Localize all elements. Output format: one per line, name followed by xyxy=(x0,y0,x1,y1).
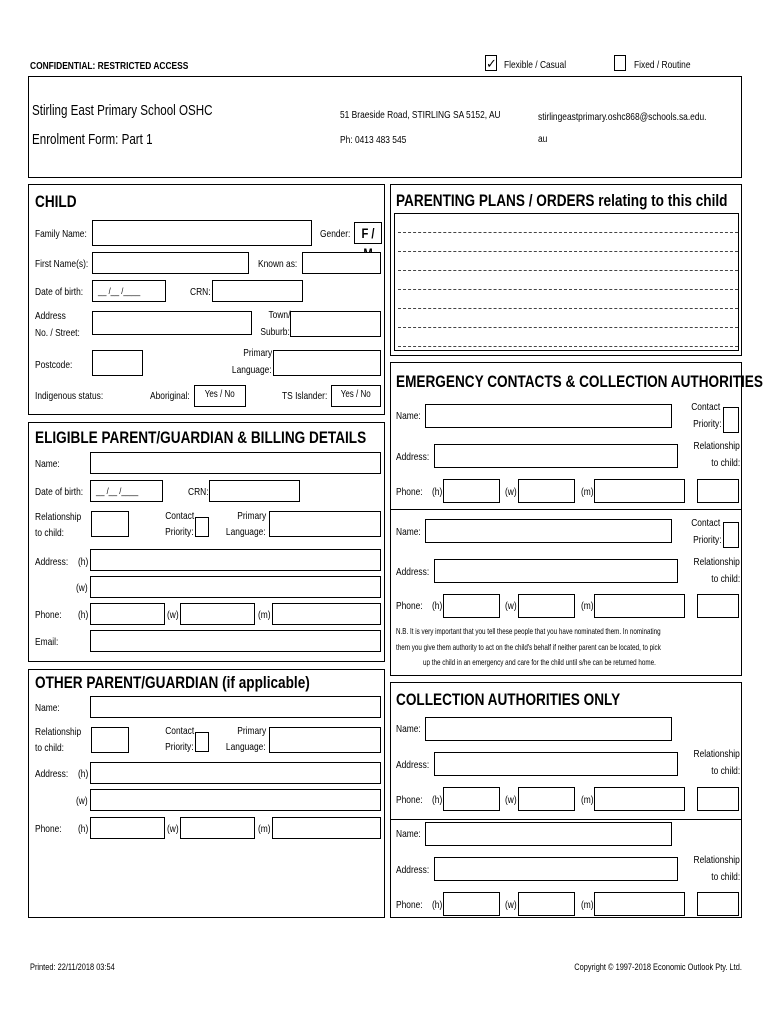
eligible-dob-placeholder: __ /__ /____ xyxy=(96,486,139,497)
other-contact-label-2: Priority: xyxy=(165,741,194,753)
ca2-phone-w-label: (w) xyxy=(505,899,517,911)
eligible-contact-priority-field[interactable] xyxy=(195,517,209,537)
copyright: Copyright © 1997-2018 Economic Outlook Pty. Ltd. xyxy=(574,962,742,973)
ca1-phone-h-label: (h) xyxy=(432,794,443,806)
ca1-address-field[interactable] xyxy=(434,752,678,776)
ec2-rel-label-1: Relationship xyxy=(693,556,740,568)
eligible-heading: ELIGIBLE PARENT/GUARDIAN & BILLING DETAILS xyxy=(35,428,367,447)
ca2-rel-label-2: to child: xyxy=(711,871,740,883)
eligible-lang-label-1: Primary xyxy=(237,510,266,522)
first-names-label: First Name(s): xyxy=(35,258,89,270)
ts-islander-yes-no[interactable]: Yes / No xyxy=(331,385,381,407)
other-phone-w-label: (w) xyxy=(167,823,179,835)
known-as-field[interactable] xyxy=(302,252,381,274)
other-rel-label-1: Relationship xyxy=(35,726,82,738)
ec2-phone-m-label: (m) xyxy=(581,600,594,612)
ec2-contact-label-2: Priority: xyxy=(693,534,722,546)
other-phone-mobile-field[interactable] xyxy=(272,817,381,839)
family-name-field[interactable] xyxy=(92,220,312,246)
other-lang-label-2: Language: xyxy=(226,741,266,753)
first-names-field[interactable] xyxy=(92,252,249,274)
child-panel xyxy=(28,184,385,415)
ca1-phone-m-label: (m) xyxy=(581,794,594,806)
aboriginal-label: Aboriginal: xyxy=(150,390,190,402)
eligible-dob-label: Date of birth: xyxy=(35,486,84,498)
eligible-phone-work-field[interactable] xyxy=(180,603,255,625)
child-suburb-field[interactable] xyxy=(290,311,381,337)
emergency-note-1: N.B. It is very important that you tell these people that you have nominated them. In nominating xyxy=(396,626,661,636)
dotted-line xyxy=(398,289,738,290)
other-phone-label: Phone: xyxy=(35,823,62,835)
dotted-line xyxy=(398,251,738,252)
eligible-name-label: Name: xyxy=(35,458,60,470)
ca1-phone-work-field[interactable] xyxy=(518,787,575,811)
ec1-phone-label: Phone: xyxy=(396,486,423,498)
child-dob-label: Date of birth: xyxy=(35,286,84,298)
other-address-home-field[interactable] xyxy=(90,762,381,784)
school-address: 51 Braeside Road, STIRLING SA 5152, AU xyxy=(340,109,501,121)
indigenous-label: Indigenous status: xyxy=(35,390,104,402)
fixed-checkbox[interactable] xyxy=(614,55,626,71)
eligible-dob-field[interactable] xyxy=(90,480,163,502)
ec2-name-label: Name: xyxy=(396,526,421,538)
suburb-label: Suburb: xyxy=(260,326,290,338)
ec2-phone-h-label: (h) xyxy=(432,600,443,612)
emergency-note-3: up the child in an emergency and care for the child until s/he can be returned home. xyxy=(423,657,656,667)
eligible-rel-label-1: Relationship xyxy=(35,511,82,523)
confidential-label: CONFIDENTIAL: RESTRICTED ACCESS xyxy=(30,60,189,72)
divider xyxy=(391,509,741,510)
eligible-language-field[interactable] xyxy=(269,511,381,537)
other-phone-h-label: (h) xyxy=(78,823,89,835)
printed-date: Printed: 22/11/2018 03:54 xyxy=(30,962,115,973)
ec2-name-field[interactable] xyxy=(425,519,672,543)
eligible-contact-label-2: Priority: xyxy=(165,526,194,538)
ec2-rel-label-2: to child: xyxy=(711,573,740,585)
form-title: Enrolment Form: Part 1 xyxy=(32,132,153,148)
dotted-line xyxy=(398,232,738,233)
aboriginal-yes-no[interactable]: Yes / No xyxy=(194,385,246,407)
other-contact-priority-field[interactable] xyxy=(195,732,209,752)
child-crn-field[interactable] xyxy=(212,280,303,302)
ca2-phone-work-field[interactable] xyxy=(518,892,575,916)
gender-label: Gender: xyxy=(320,228,351,240)
other-relationship-field[interactable] xyxy=(91,727,129,753)
eligible-address-home-field[interactable] xyxy=(90,549,381,571)
eligible-contact-label-1: Contact xyxy=(165,510,194,522)
school-name: Stirling East Primary School OSHC xyxy=(32,103,213,119)
flexible-label: Flexible / Casual xyxy=(504,59,567,71)
ec1-name-label: Name: xyxy=(396,410,421,422)
ec1-phone-m-label: (m) xyxy=(581,486,594,498)
ec1-phone-work-field[interactable] xyxy=(518,479,575,503)
child-dob-placeholder: __ /__ /____ xyxy=(98,286,141,297)
child-street-label: No. / Street: xyxy=(35,327,80,339)
dotted-line xyxy=(398,346,738,347)
eligible-email-label: Email: xyxy=(35,636,59,648)
other-phone-work-field[interactable] xyxy=(180,817,255,839)
ca1-name-label: Name: xyxy=(396,723,421,735)
eligible-crn-label: CRN: xyxy=(188,486,209,498)
eligible-phone-h-label: (h) xyxy=(78,609,89,621)
eligible-address-w-label: (w) xyxy=(76,582,88,594)
flexible-checkbox[interactable]: ✓ xyxy=(486,56,497,71)
ca1-rel-label-2: to child: xyxy=(711,765,740,777)
ca1-rel-label-1: Relationship xyxy=(693,748,740,760)
ca1-relationship-field[interactable] xyxy=(697,787,739,811)
ec1-phone-w-label: (w) xyxy=(505,486,517,498)
ec2-contact-priority-field[interactable] xyxy=(723,522,739,548)
postcode-label: Postcode: xyxy=(35,359,73,371)
parenting-plans-heading: PARENTING PLANS / ORDERS relating to this child xyxy=(396,191,728,210)
eligible-crn-field[interactable] xyxy=(209,480,300,502)
collection-heading: COLLECTION AUTHORITIES ONLY xyxy=(396,690,621,709)
school-phone: Ph: 0413 483 545 xyxy=(340,134,407,146)
other-address-w-label: (w) xyxy=(76,795,88,807)
ca2-phone-mobile-field[interactable] xyxy=(594,892,685,916)
gender-field[interactable]: F / xyxy=(354,222,382,244)
ec1-name-field[interactable] xyxy=(425,404,672,428)
ec1-relationship-field[interactable] xyxy=(697,479,739,503)
ca1-phone-home-field[interactable] xyxy=(443,787,500,811)
school-email-cont: au xyxy=(538,133,548,145)
emergency-heading: EMERGENCY CONTACTS & COLLECTION AUTHORITIES xyxy=(396,372,763,391)
ca2-name-label: Name: xyxy=(396,828,421,840)
ec2-phone-mobile-field[interactable] xyxy=(594,594,685,618)
ec1-contact-label-1: Contact xyxy=(691,401,720,413)
parenting-plans-area[interactable] xyxy=(394,213,739,351)
ec2-address-field[interactable] xyxy=(434,559,678,583)
emergency-note-2: them you give them authority to act on the child's behalf if neither parent can be located, to pick xyxy=(396,642,661,652)
ca2-rel-label-1: Relationship xyxy=(693,854,740,866)
ec2-phone-home-field[interactable] xyxy=(443,594,500,618)
eligible-phone-label: Phone: xyxy=(35,609,62,621)
other-name-field[interactable] xyxy=(90,696,381,718)
child-address-label: Address xyxy=(35,310,66,322)
ec1-rel-label-1: Relationship xyxy=(693,440,740,452)
eligible-lang-label-2: Language: xyxy=(226,526,266,538)
header-panel xyxy=(28,76,742,178)
eligible-relationship-field[interactable] xyxy=(91,511,129,537)
child-lang-label-1: Primary xyxy=(243,347,272,359)
eligible-name-field[interactable] xyxy=(90,452,381,474)
other-language-field[interactable] xyxy=(269,727,381,753)
ca2-phone-h-label: (h) xyxy=(432,899,443,911)
child-lang-label-2: Language: xyxy=(232,364,272,376)
ec2-address-label: Address: xyxy=(396,566,430,578)
eligible-address-label: Address: xyxy=(35,556,69,568)
child-street-field[interactable] xyxy=(92,311,252,335)
ca1-phone-label: Phone: xyxy=(396,794,423,806)
fixed-label: Fixed / Routine xyxy=(634,59,691,71)
ec1-contact-label-2: Priority: xyxy=(693,418,722,430)
child-heading: CHILD xyxy=(35,192,77,211)
ca2-relationship-field[interactable] xyxy=(697,892,739,916)
eligible-address-work-field[interactable] xyxy=(90,576,381,598)
ca2-phone-home-field[interactable] xyxy=(443,892,500,916)
school-email: stirlingeastprimary.oshc868@schools.sa.edu. xyxy=(538,111,707,123)
child-language-field[interactable] xyxy=(273,350,381,376)
dotted-line xyxy=(398,327,738,328)
other-contact-label-1: Contact xyxy=(165,725,194,737)
ca1-phone-w-label: (w) xyxy=(505,794,517,806)
ec1-phone-home-field[interactable] xyxy=(443,479,500,503)
other-rel-label-2: to child: xyxy=(35,742,64,754)
eligible-phone-m-label: (m) xyxy=(258,609,271,621)
ec1-address-field[interactable] xyxy=(434,444,678,468)
ca1-name-field[interactable] xyxy=(425,717,672,741)
eligible-address-h-label: (h) xyxy=(78,556,89,568)
ec1-contact-priority-field[interactable] xyxy=(723,407,739,433)
dotted-line xyxy=(398,270,738,271)
ec1-address-label: Address: xyxy=(396,451,430,463)
town-label: Town/ xyxy=(268,309,290,321)
other-phone-home-field[interactable] xyxy=(90,817,165,839)
family-name-label: Family Name: xyxy=(35,228,87,240)
ca1-address-label: Address: xyxy=(396,759,430,771)
eligible-rel-label-2: to child: xyxy=(35,527,64,539)
ec2-phone-work-field[interactable] xyxy=(518,594,575,618)
eligible-phone-mobile-field[interactable] xyxy=(272,603,381,625)
child-dob-field[interactable] xyxy=(92,280,166,302)
other-phone-m-label: (m) xyxy=(258,823,271,835)
other-lang-label-1: Primary xyxy=(237,725,266,737)
ca1-phone-mobile-field[interactable] xyxy=(594,787,685,811)
ec2-phone-label: Phone: xyxy=(396,600,423,612)
postcode-field[interactable] xyxy=(92,350,143,376)
ec2-relationship-field[interactable] xyxy=(697,594,739,618)
ca2-name-field[interactable] xyxy=(425,822,672,846)
ec1-phone-h-label: (h) xyxy=(432,486,443,498)
ec2-phone-w-label: (w) xyxy=(505,600,517,612)
ca2-address-label: Address: xyxy=(396,864,430,876)
eligible-email-field[interactable] xyxy=(90,630,381,652)
ca2-phone-label: Phone: xyxy=(396,899,423,911)
other-address-work-field[interactable] xyxy=(90,789,381,811)
child-crn-label: CRN: xyxy=(190,286,211,298)
other-parent-heading: OTHER PARENT/GUARDIAN (if applicable) xyxy=(35,673,310,692)
ec1-rel-label-2: to child: xyxy=(711,457,740,469)
eligible-phone-home-field[interactable] xyxy=(90,603,165,625)
ec2-contact-label-1: Contact xyxy=(691,517,720,529)
ca2-address-field[interactable] xyxy=(434,857,678,881)
ca2-phone-m-label: (m) xyxy=(581,899,594,911)
ec1-phone-mobile-field[interactable] xyxy=(594,479,685,503)
other-address-label: Address: xyxy=(35,768,69,780)
ts-islander-label: TS Islander: xyxy=(282,390,328,402)
divider xyxy=(391,819,741,820)
eligible-phone-w-label: (w) xyxy=(167,609,179,621)
other-address-h-label: (h) xyxy=(78,768,89,780)
dotted-line xyxy=(398,308,738,309)
known-as-label: Known as: xyxy=(258,258,298,270)
other-name-label: Name: xyxy=(35,702,60,714)
